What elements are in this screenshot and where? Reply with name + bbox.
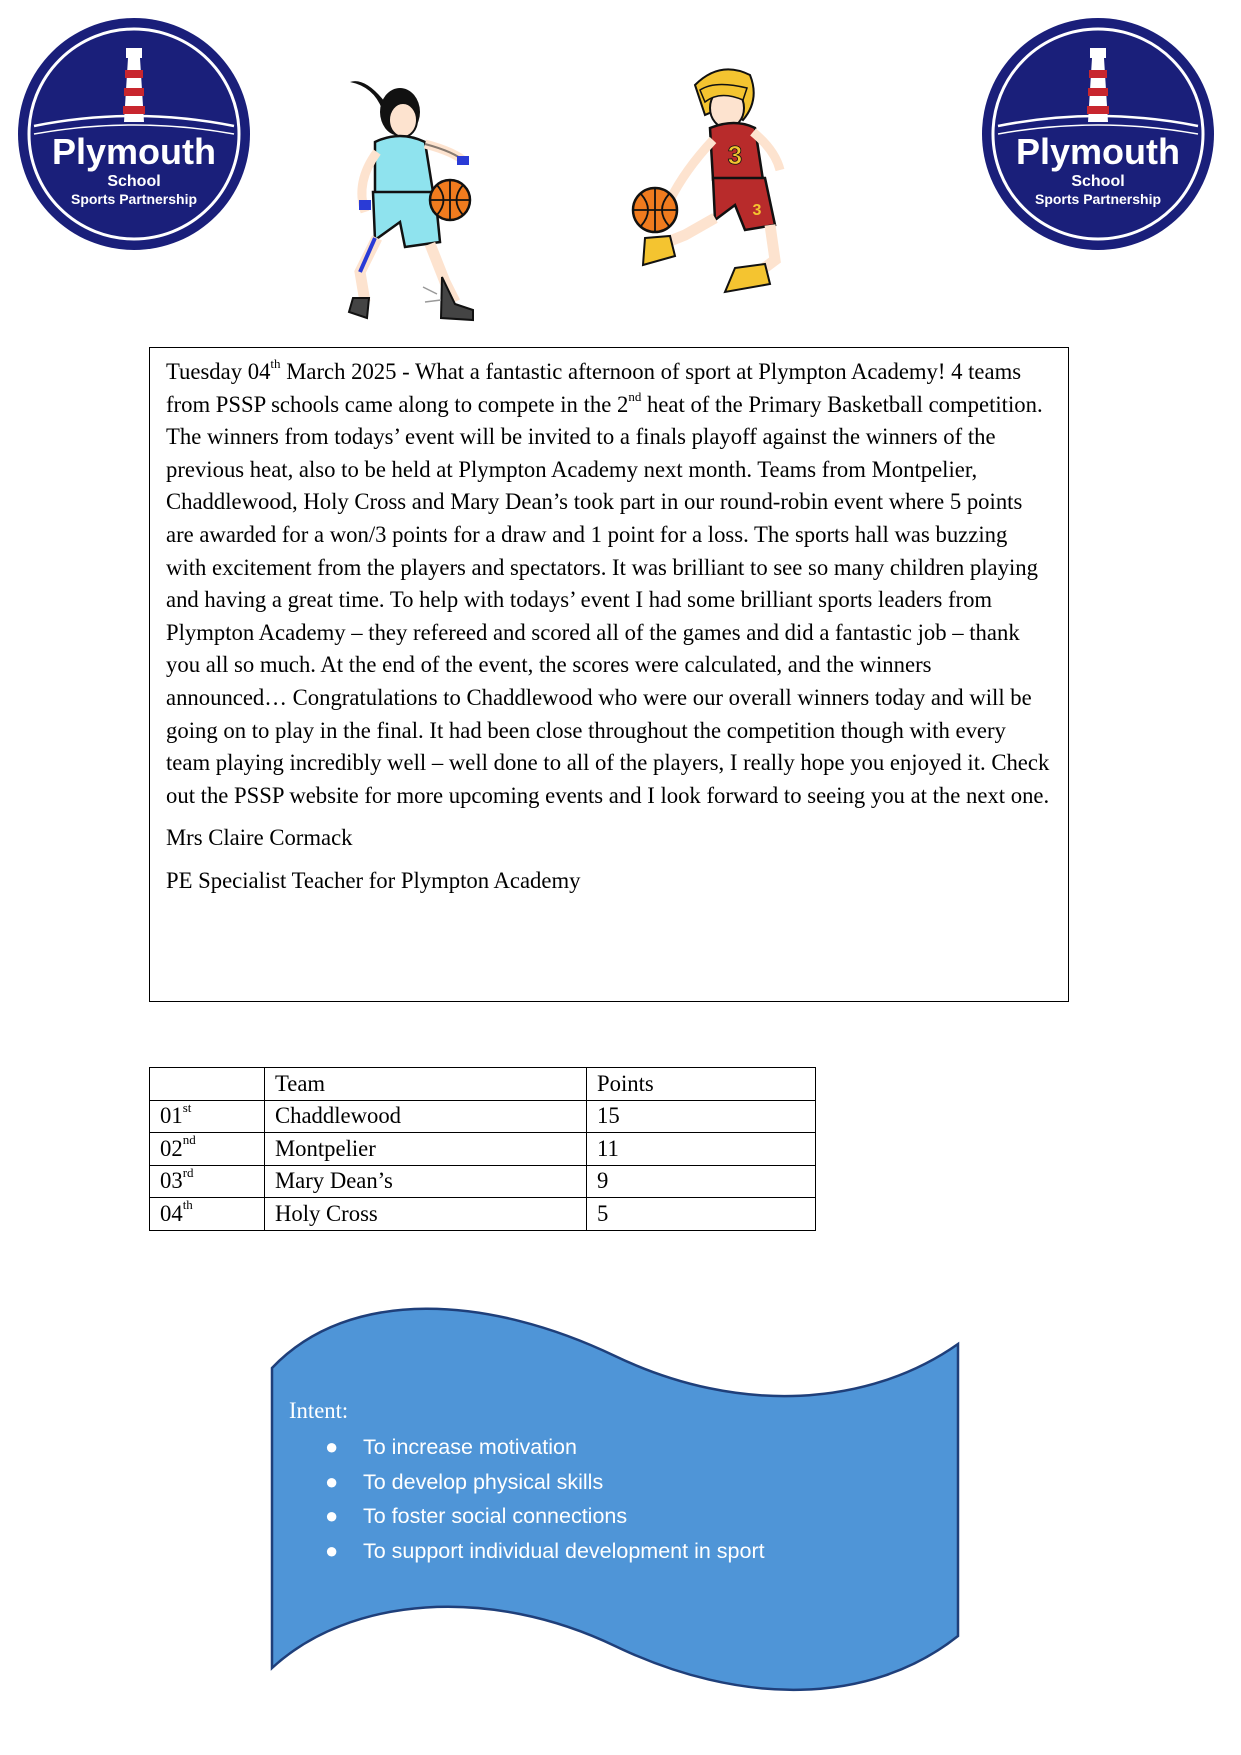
list-item: ● To develop physical skills	[289, 1465, 939, 1500]
team-cell: Mary Dean’s	[265, 1165, 587, 1198]
bullet-icon: ●	[325, 1503, 339, 1528]
position-cell: 01st	[150, 1100, 265, 1133]
team-cell: Holy Cross	[265, 1198, 587, 1231]
logo-line-2: School	[1071, 173, 1125, 190]
points-cell: 5	[587, 1198, 816, 1231]
logo-line-1: Plymouth	[51, 131, 217, 172]
position-cell: 03rd	[150, 1165, 265, 1198]
logo-line-3: Sports Partnership	[1034, 191, 1162, 207]
bullet-icon: ●	[325, 1468, 339, 1494]
list-item: ● To increase motivation	[289, 1430, 939, 1465]
team-cell: Chaddlewood	[265, 1100, 587, 1133]
team-cell: Montpelier	[265, 1133, 587, 1166]
article-body: Tuesday 04th March 2025 - What a fantastic afternoon of sport at Plympton Academy! 4 teams from PSSP schools came along to compete in the 2nd heat of the Primary Basketball competition. The winners from todays’ event will be invited to a finals playoff against the winners of the previous heat, also to be held at Plympton Academy next month. Teams from Montpelier, Chaddlewood, Holy Cross and Mary Dean’s took part in our round-robin event where 5 points are awarded for a won/3 points for a draw and 1 point for a loss. The sports hall was buzzing with excitement from the players and spectators. It was brilliant to see so many children playing and having a great time. To help with todays’ event I had some brilliant sports leaders from Plympton Academy – they refereed and scored all of the games and did a fantastic job – thank you all so much. At the end of the event, the scores were calculated, and the winners announced… Congratulations to Chaddlewood who were our overall winners today and will be going on to play in the final. It had been close throughout the competition though with every team playing incredibly well – well done to all of the players, I really hope you enjoyed it. Check out the PSSP website for more upcoming events and I look forward to seeing you at the next one.	[166, 356, 1050, 808]
date-ordinal: th	[270, 356, 281, 372]
logo-line-1: Plymouth	[1015, 131, 1181, 172]
author-name: Mrs Claire Cormack	[166, 825, 353, 851]
position-cell: 02nd	[150, 1133, 265, 1166]
header-position	[150, 1068, 265, 1101]
plymouth-sports-partnership-logo-left	[14, 14, 254, 254]
table-header-row	[150, 1068, 816, 1101]
table-row	[150, 1100, 816, 1133]
bullet-icon: ●	[325, 1434, 339, 1459]
header-team: Team	[265, 1068, 587, 1101]
svg-text:3: 3	[727, 140, 743, 170]
article-box	[149, 347, 1069, 1002]
header-points: Points	[587, 1068, 816, 1101]
intent-label: Intent:	[289, 1398, 349, 1423]
heat-ordinal: nd	[628, 389, 642, 405]
points-cell: 15	[587, 1100, 816, 1133]
basketball-player-boy-illustration	[625, 60, 840, 315]
author-role: PE Specialist Teacher for Plympton Academy	[166, 867, 581, 893]
bullet-icon: ●	[325, 1537, 339, 1563]
results-table	[149, 1067, 816, 1231]
points-cell: 9	[587, 1165, 816, 1198]
table-row	[150, 1133, 816, 1166]
table-row	[150, 1198, 816, 1231]
plymouth-sports-partnership-logo-right	[978, 14, 1218, 254]
logo-line-3: Sports Partnership	[70, 191, 198, 207]
points-cell: 11	[587, 1133, 816, 1166]
logo-line-2: School	[107, 173, 161, 190]
table-row	[150, 1165, 816, 1198]
svg-text:3: 3	[752, 202, 762, 219]
basketball-player-girl-illustration	[345, 72, 520, 332]
intent-section	[289, 1398, 939, 1568]
list-item: ● To foster social connections	[289, 1499, 939, 1534]
list-item: ● To support individual development in sport	[289, 1534, 939, 1569]
position-cell: 04th	[150, 1198, 265, 1231]
intent-list	[289, 1430, 939, 1568]
